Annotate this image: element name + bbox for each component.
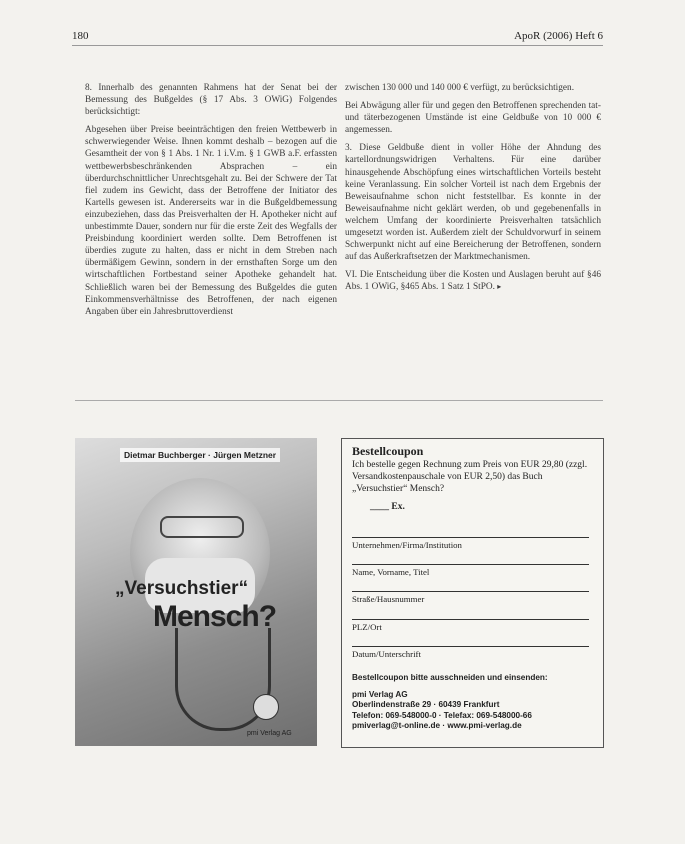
paragraph: zwischen 130 000 und 140 000 € verfügt, zu berücksichtigen. xyxy=(345,83,575,93)
paragraph: 8. Innerhalb des genannten Rahmens hat der Senat bei der Bemessung des Bußgeldes (§ 17 Abs. 3 OWiG) Folgendes berücksichtigt: xyxy=(85,83,337,118)
coupon-text: Ich bestelle gegen Rechnung zum Preis von EUR 29,80 (zzgl. Versandkostenpauschale von EUR 2,50) das Buch „Versuchstier“ Mensch? xyxy=(352,460,588,494)
copies-field[interactable]: ____ Ex. xyxy=(370,502,405,512)
street-field[interactable]: Straße/Hausnummer xyxy=(352,591,589,604)
order-coupon xyxy=(341,438,604,748)
book-cover-image xyxy=(75,438,317,746)
publisher-logo-icon xyxy=(253,694,279,720)
paragraph xyxy=(345,269,601,293)
book-advertisement xyxy=(75,438,602,746)
book-title-line1: „Versuchstier“ xyxy=(115,578,249,599)
date-signature-field[interactable]: Datum/Unterschrift xyxy=(352,646,589,659)
street-address: Oberlindenstraße 29 · 60439 Frankfurt xyxy=(352,700,500,709)
company-field[interactable]: Unternehmen/Firma/Institution xyxy=(352,537,589,550)
book-authors: Dietmar Buchberger · Jürgen Metzner xyxy=(120,448,280,462)
copies-label: Ex. xyxy=(391,502,405,512)
section-divider xyxy=(75,400,603,401)
send-instruction: Bestellcoupon bitte ausschneiden und einsenden: xyxy=(352,673,548,682)
phone-fax: Telefon: 069-548000-0 · Telefax: 069-548000-66 xyxy=(352,710,532,720)
paragraph: 3. Diese Geldbuße dient in voller Höhe der Ahndung des kartellordnungswidrigen Verhaltens. Für eine darüber hinausgehende Abschöpfung eines wirtschaftlichen Vorteils besteht keine Veranlassung. Ein solcher Vorteil ist nach dem Ergebnis der Beweisaufnahme schon nicht feststellbar. Es konnte in der Beweisaufnahme nicht geklärt werden, ob und gegebenenfalls in welchem Umfang der koordinierte Preisverhalten tatsächlich umgesetzt worden ist. Außerdem zielt der Schuldvorwurf in seinem Schwerpunkt nicht auf eine Bereicherung der Betroffenen, sondern auf das Außerkraftsetzen der Marktmechanismen. xyxy=(345,143,601,263)
book-title-line2: Mensch? xyxy=(153,600,277,633)
header-rule xyxy=(72,45,603,46)
paragraph: Bei Abwägung aller für und gegen den Betroffenen sprechenden tat- und täterbezogenen Umstände ist eine Geldbuße von 10 000 € angemessen. xyxy=(345,101,601,136)
end-marker-icon: ▸ xyxy=(497,282,502,292)
glasses-shape xyxy=(160,516,244,538)
send-address xyxy=(352,673,593,732)
page-number: 180 xyxy=(72,30,89,42)
page-header xyxy=(72,28,603,48)
cover-publisher: pmi Verlag AG xyxy=(247,730,292,737)
left-text-column xyxy=(85,82,337,324)
right-text-column xyxy=(345,82,601,300)
paragraph-text: VI. Die Entscheidung über die Kosten und Auslagen beruht auf §46 Abs. 1 OWiG, §465 Abs. 1 Satz 1 StPO. xyxy=(345,270,601,293)
zip-city-field[interactable]: PLZ/Ort xyxy=(352,619,589,632)
paragraph: Abgesehen über Preise beeinträchtigen den freien Wettbewerb in schwerwiegender Weise. Ihnen kommt deshalb – bezogen auf die Gesamtheit der von § 1 Abs. 1 Nr. 1 i.V.m. § 1 GWB a.F. erfassten wettbewerbsbeschränkenden Absprachen – ein überdurchschnittlicher Unrechtsgehalt zu. Bei der Schwere der Tat fiel zudem ins Gewicht, dass der Betroffene der Initiator des Kartells gewesen ist. Andererseits war in die Bußgeldbemessung einzubeziehen, dass das Preisverhalten der H. Apotheker nicht auf unbestimmte Dauer, sondern nur für die erste Zeit des Wegfalls der Preisbindung koordiniert werden sollte. Dem Betroffenen ist überdies zugute zu halten, dass er nicht in dem Streben nach übermäßigem Gewinn, sondern in der ernsthaften Sorge um den wirtschaftlichen Fortbestand seiner Apotheke gehandelt hat. Schließlich waren bei der Bemessung des Bußgeldes die guten Einkommensverhältnisse des Betroffenen, der nach eigenen Angaben über ein Jahresbruttoverdienst xyxy=(85,125,337,317)
company-name: pmi Verlag AG xyxy=(352,689,408,699)
coupon-title: Bestellcoupon xyxy=(352,444,424,458)
name-field[interactable]: Name, Vorname, Titel xyxy=(352,564,589,577)
journal-title: ApoR (2006) Heft 6 xyxy=(514,30,603,42)
email-web: pmiverlag@t-online.de · www.pmi-verlag.de xyxy=(352,721,522,730)
